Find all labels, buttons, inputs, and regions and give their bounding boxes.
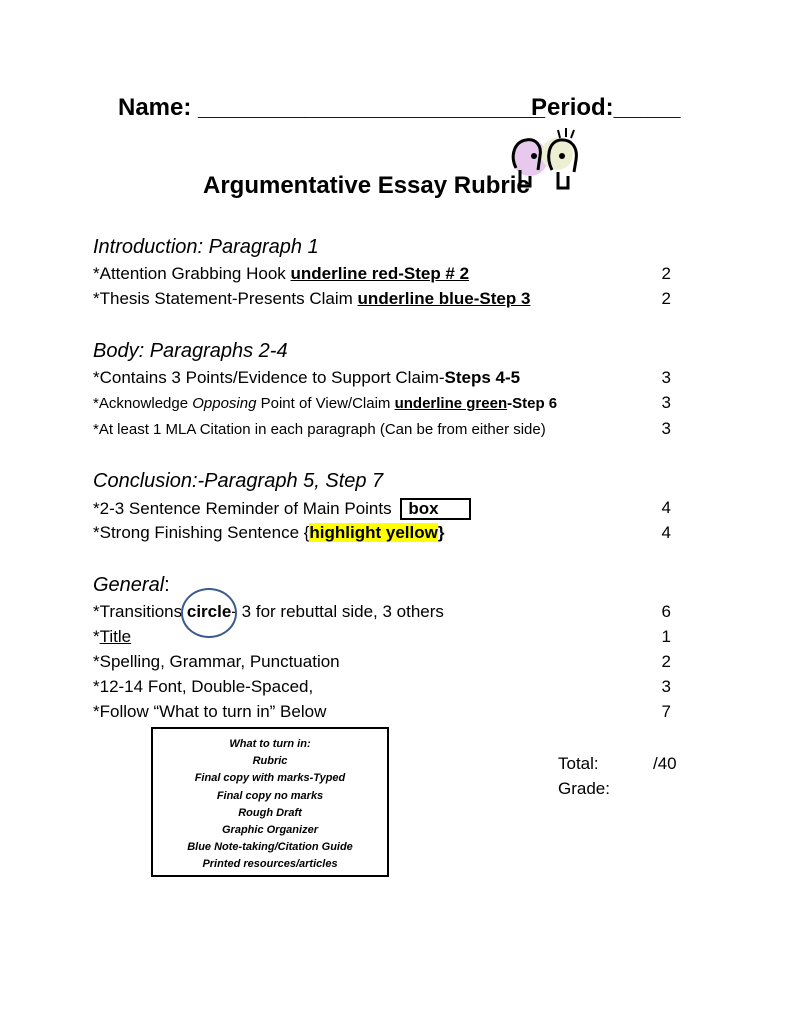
points-value: 2	[661, 264, 671, 283]
points-value: 6	[661, 602, 671, 621]
turn-in-item: Printed resources/articles	[202, 858, 338, 871]
rubric-item-opposing-view: *Acknowledge Opposing Point of View/Claim underline green-Step 6	[93, 395, 558, 412]
grade-label: Grade:	[558, 779, 610, 798]
total-label: Total:	[558, 754, 599, 773]
period-field-label: Period:_____	[531, 94, 681, 121]
points-value: 3	[661, 419, 671, 438]
name-field-label: Name: __________________________	[118, 94, 546, 121]
section-heading-body: Body: Paragraphs 2-4	[93, 340, 288, 362]
rubric-item-transitions: *Transitions circle- 3 for rebuttal side, 3 others	[93, 602, 444, 621]
turn-in-title: What to turn in:	[229, 738, 311, 750]
turn-in-item: Blue Note-taking/Citation Guide	[187, 841, 353, 854]
points-value: 2	[661, 289, 671, 308]
section-heading-introduction: Introduction: Paragraph 1	[93, 236, 319, 258]
section-heading-general: General:	[93, 574, 170, 596]
points-value: 2	[661, 652, 671, 671]
points-value: 3	[661, 677, 671, 696]
points-value: 3	[661, 368, 671, 387]
page-title: Argumentative Essay Rubric	[203, 172, 530, 199]
points-value: 4	[661, 523, 671, 542]
rubric-item-mla-citation: *At least 1 MLA Citation in each paragraph (Can be from either side)	[93, 421, 546, 438]
turn-in-item: Final copy with marks-Typed	[194, 772, 346, 785]
rubric-item-hook: *Attention Grabbing Hook underline red-Step # 2	[93, 264, 470, 283]
turn-in-item: Final copy no marks	[216, 789, 324, 802]
rubric-item-spelling: *Spelling, Grammar, Punctuation	[93, 652, 340, 671]
turn-in-item: Rough Draft	[238, 806, 302, 819]
rubric-item-points-evidence: *Contains 3 Points/Evidence to Support Claim-Steps 4-5	[93, 368, 521, 387]
points-value: 1	[661, 627, 671, 646]
turn-in-item: Rubric	[252, 755, 288, 768]
rubric-item-title: *Title	[93, 627, 132, 646]
rubric-item-reminder: *2-3 Sentence Reminder of Main Points box	[93, 498, 471, 520]
points-value: 4	[661, 498, 671, 517]
total-value: /40	[653, 754, 677, 773]
rubric-item-thesis: *Thesis Statement-Presents Claim underline blue-Step 3	[93, 289, 531, 308]
rubric-item-turn-in: *Follow “What to turn in” Below	[93, 702, 327, 721]
two-students-icon	[502, 126, 592, 196]
points-value: 3	[661, 393, 671, 412]
points-value: 7	[661, 702, 671, 721]
turn-in-box	[151, 727, 389, 877]
rubric-item-font: *12-14 Font, Double-Spaced,	[93, 677, 314, 696]
turn-in-item: Graphic Organizer	[222, 824, 318, 837]
rubric-item-finishing-sentence: *Strong Finishing Sentence {highlight yellow}	[93, 523, 445, 542]
section-heading-conclusion: Conclusion:-Paragraph 5, Step 7	[93, 470, 384, 492]
